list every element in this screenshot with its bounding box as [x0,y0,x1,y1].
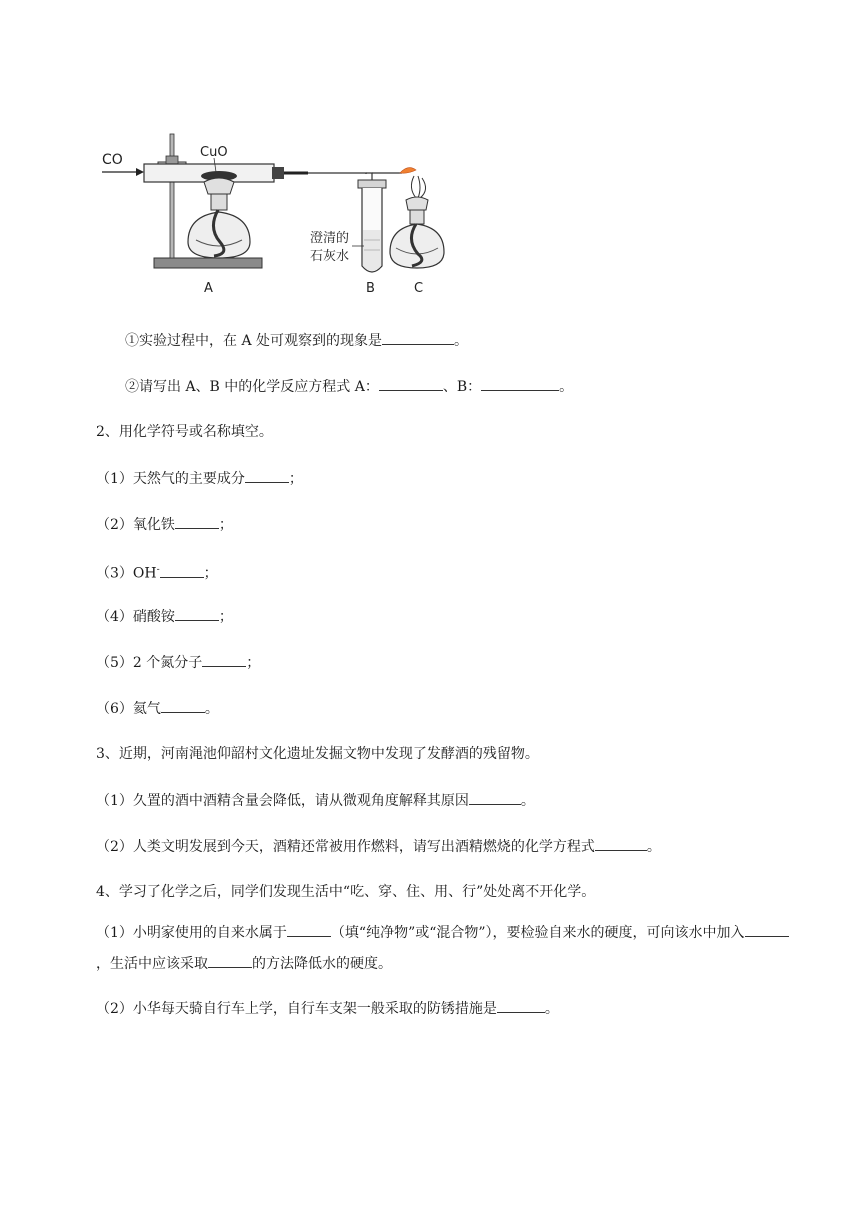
lime-water-label-line1: 澄清的 [310,231,350,246]
q2-item-text: （6）氦气 [96,701,161,717]
q1-sub2-text: ②请写出 A、B 中的化学反应方程式 A： [125,379,379,395]
q4-item-text: （填“纯净物”或“混合物”），要检验自来水的硬度，可向该水中加入 [330,925,745,941]
q2-item-text: （1）天然气的主要成分 [96,471,245,487]
q4-item-text: （2）小华每天骑自行车上学，自行车支架一般采取的防锈措施是 [96,1001,497,1017]
q3-item-text: （2）人类文明发展到今天，酒精还常被用作燃料，请写出酒精燃烧的化学方程式 [96,839,595,855]
q3-item-end: 。 [520,793,535,809]
q2-item-3 [96,560,218,584]
q2-item-end: ； [218,609,233,625]
q2-item-end: ； [218,517,233,533]
q3-item-1 [96,790,535,811]
q2-item-end: 。 [204,701,219,717]
answer-blank[interactable] [160,563,204,578]
q2-item-text: （5）2 个氮分子 [96,655,203,671]
q2-item-2 [96,514,233,535]
q2-item-6 [96,698,219,719]
q2-item-end: ； [203,565,218,582]
label-b: B [366,281,375,296]
answer-blank[interactable] [161,698,205,713]
answer-blank[interactable] [208,953,252,968]
answer-blank[interactable] [175,514,219,529]
q3-item-2 [96,836,661,857]
answer-blank[interactable] [202,652,246,667]
q4-title: 4、学习了化学之后，同学们发现生活中“吃、穿、住、用、行”处处离不开化学。 [96,884,596,900]
q1-sub2-mid: 、B： [442,379,482,395]
test-tube-b [358,180,386,272]
answer-blank[interactable] [245,468,289,483]
q4-item-text: ，生活中应该采取 [96,956,208,972]
label-a: A [204,281,213,296]
answer-blank[interactable] [497,998,545,1013]
q1-sub1-text: ①实验过程中，在 A 处可观察到的现象是 [125,333,383,349]
answer-blank[interactable] [287,922,331,937]
label-c: C [414,281,424,296]
q2-title: 2、用化学符号或名称填空。 [96,424,273,440]
q2-item-end: ； [246,655,261,671]
answer-blank[interactable] [481,376,559,391]
q2-item-1 [96,468,303,489]
spirit-lamp-a [188,178,250,258]
co-inlet-arrow [102,168,144,176]
answer-blank[interactable] [175,606,219,621]
q4-item-1 [96,918,801,980]
flame-icon [400,168,416,174]
lime-water-label-line2: 石灰水 [310,249,350,264]
answer-blank[interactable] [595,836,647,851]
q1-sub2 [125,376,573,397]
q1-sub1-end: 。 [454,333,469,349]
cuo-label: CuO [200,145,228,160]
q3-title: 3、近期，河南渑池仰韶村文化遗址发掘文物中发现了发酵酒的残留物。 [96,746,539,762]
q4-item-text: （1）小明家使用的自来水属于 [96,925,287,941]
answer-blank[interactable] [745,922,789,937]
q2-item-5 [96,652,260,673]
q4-item-end: 。 [544,1001,559,1017]
q3-item-text: （1）久置的酒中酒精含量会降低，请从微观角度解释其原因 [96,793,469,809]
spirit-lamp-c [390,176,444,268]
apparatus-diagram [96,112,456,300]
answer-blank[interactable] [469,790,521,805]
q2-item-text: （2）氧化铁 [96,517,175,533]
q1-sub1 [125,330,468,351]
q4-item-2 [96,998,559,1019]
co-label: CO [102,152,123,168]
q2-item-text: （4）硝酸铵 [96,609,175,625]
answer-blank[interactable] [382,330,454,345]
superscript: - [156,565,160,575]
apparatus-figure [96,112,456,300]
q4-item-text: 的方法降低水的硬度。 [252,956,392,972]
q2-item-4 [96,606,233,627]
q1-sub2-end: 。 [559,379,574,395]
q2-item-text: （3）OH [96,565,157,582]
answer-blank[interactable] [379,376,443,391]
q3-item-end: 。 [646,839,661,855]
q2-item-end: ； [288,471,303,487]
